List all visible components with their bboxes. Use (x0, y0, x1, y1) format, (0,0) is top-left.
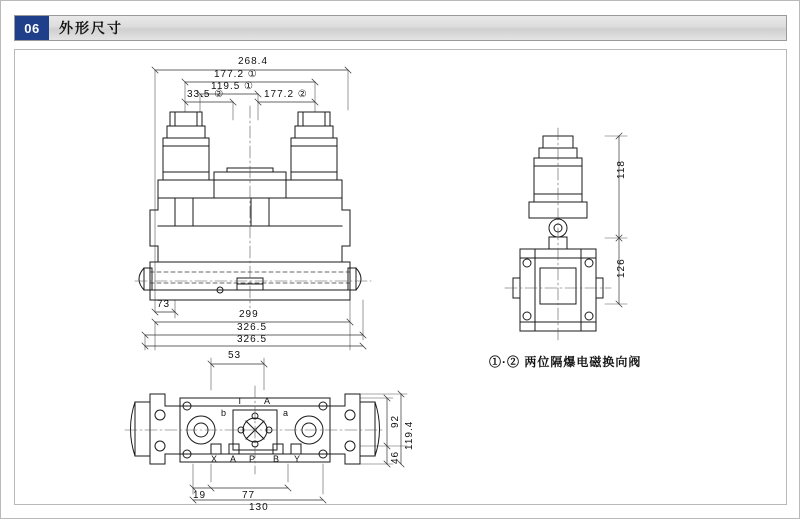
port-label-y: Y (294, 454, 302, 464)
dim-side-118: 118 (616, 160, 627, 179)
page-title: 外形尺寸 (59, 20, 123, 36)
port-label-p: P (249, 454, 257, 464)
dim-front-326-5-a: 326.5 (237, 322, 268, 333)
port-label-x: X (211, 454, 219, 464)
dim-front-73: 73 (157, 299, 171, 310)
dim-front-177-2-b: 177.2 ② (264, 89, 308, 100)
dim-front-33-5: 33.5 ② (187, 89, 225, 100)
dim-side-126: 126 (616, 258, 627, 278)
dim-front-326-5-b: 326.5 (237, 334, 268, 345)
section-number: 06 (15, 16, 49, 40)
dim-front-119-5: 119.5 ① (211, 81, 255, 92)
dim-top-130: 130 (249, 502, 269, 513)
dim-top-46: 46 (390, 450, 401, 464)
section-header (14, 15, 787, 41)
port-label-b: B (273, 454, 281, 464)
dim-front-299: 299 (239, 309, 259, 320)
drawing-frame (14, 49, 787, 513)
dim-front-268-4: 268.4 (238, 56, 269, 67)
port-label-a2: A (264, 396, 272, 406)
side-view-caption: ①·② 两位隔爆电磁换向阀 (489, 355, 642, 369)
dim-top-77: 77 (242, 490, 256, 501)
port-label-a: A (230, 454, 238, 464)
dim-top-92: 92 (390, 414, 401, 428)
dim-top-53: 53 (228, 350, 242, 361)
dim-top-119-4: 119.4 (404, 420, 415, 450)
dim-top-19: 19 (193, 490, 207, 501)
port-label-t: T (237, 396, 244, 406)
port-label-a-small: a (283, 408, 290, 418)
technical-drawing (15, 50, 786, 504)
port-label-b-small: b (221, 408, 228, 418)
dim-front-177-2-a: 177.2 ① (214, 69, 258, 80)
